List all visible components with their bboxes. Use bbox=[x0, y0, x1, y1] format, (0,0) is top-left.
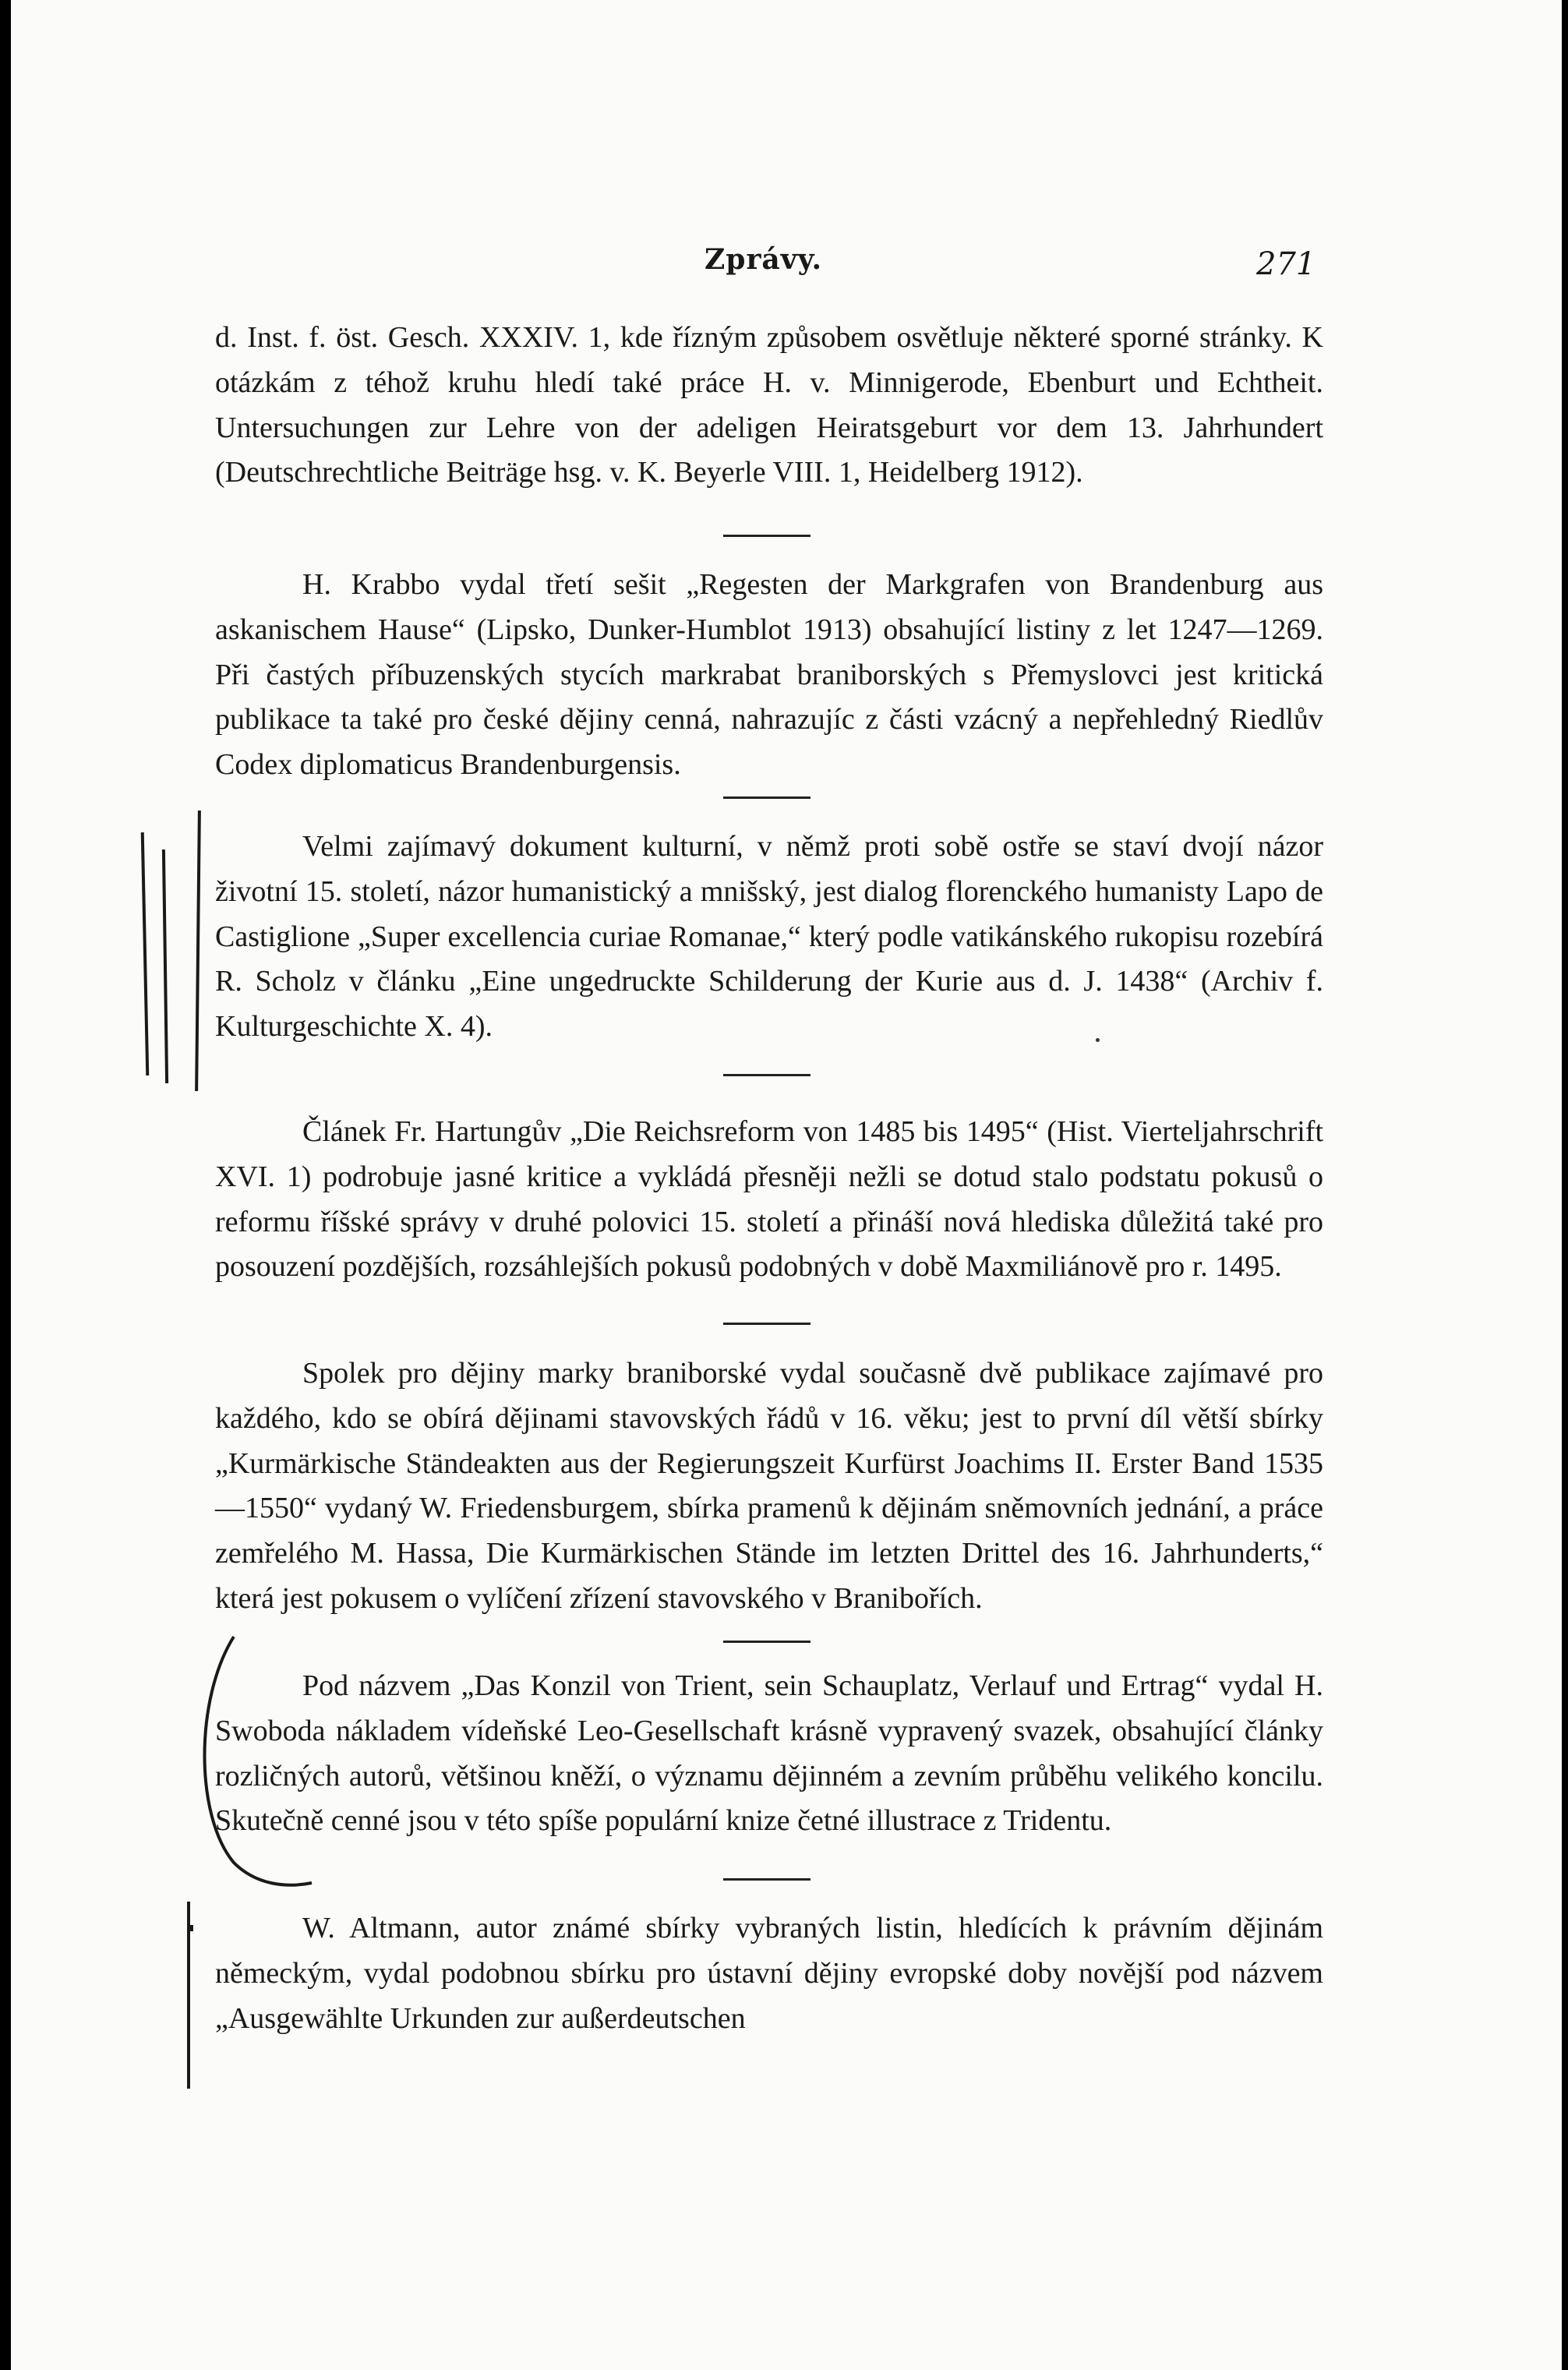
paragraph-3: Velmi zajímavý dokument kulturní, v němž proti sobě ostře se staví dvojí názor životní 15. století, názor humanistický a mnišský, jest dialog florenckého humanisty Lapo de Castiglione „Super excellencia curiae Romanae,“ který podle vatikánského rukopisu rozebírá R. Scholz v článku „Eine ungedruckte Schilderung der Kurie aus d. J. 1438“ (Archiv f. Kulturgeschichte X. 4). bbox=[215, 830, 1323, 1044]
paragraph-2: H. Krabbo vydal třetí sešit „Regesten der Markgrafen von Brandenburg aus askanischem Hause“ (Lipsko, Dunker-Humblot 1913) obsahující listiny z let 1247—1269. Při častých příbuzenských stycích markrabat braniborských s Přemyslovci jest kritická publikace ta také pro české dějiny cenná, nahrazujíc z části vzácný a nepřehledný Riedlův Codex diplomaticus Brandenburgensis. bbox=[215, 568, 1323, 782]
print-speck bbox=[1096, 1038, 1100, 1042]
margin-mark-dot bbox=[187, 1925, 193, 1931]
section-divider-5 bbox=[723, 1641, 810, 1643]
section-divider-4 bbox=[723, 1323, 810, 1325]
paragraph-5: Spolek pro dějiny marky braniborské vydal současně dvě publikace zajímavé pro každého, kdo se obírá dějinami stavovských řádů v 16. věku; jest to první díl větší sbírky „Kurmärkische Ständeakten aus der Regierungszeit Kurfürst Joachims II. Erster Band 1535—1550“ vydaný W. Friedensburgem, sbírka pramenů k dějinám sněmovních jednání, a práce zemřelého M. Hassa, Die Kurmärkischen Stände im letzten Drittel des 16. Jahrhunderts,“ která jest pokusem o vylíčení zřízení stavovského v Branibořích. bbox=[215, 1357, 1323, 1615]
book-page bbox=[11, 0, 1562, 2370]
section-divider-1 bbox=[723, 535, 810, 537]
paragraph-4: Článek Fr. Hartungův „Die Reichsreform von 1485 bis 1495“ (Hist. Vierteljahrschrift XVI. 1) podrobuje jasné kritice a vykládá přesněji nežli se dotud stalo podstatu pokusů o reformu říšské správy v druhé polovici 15. století a přináší nová hlediska důležitá také pro posouzení pozdějších, rozsáhlejších pokusů podobných v době Maxmiliánově pro r. 1495. bbox=[215, 1115, 1323, 1284]
paragraph-1: d. Inst. f. öst. Gesch. XXXIV. 1, kde řízným způsobem osvětluje některé sporné stránky. K otázkám z téhož kruhu hledí také práce H. v. Minnigerode, Ebenburt und Echtheit. Untersuchungen zur Lehre von der adeligen Heiratsgeburt vor dem 13. Jahrhundert (Deutschrechtliche Beiträge hsg. v. K. Beyerle VIII. 1, Heidelberg 1912). bbox=[215, 321, 1323, 489]
section-divider-2 bbox=[723, 796, 810, 799]
margin-bracket-mark bbox=[195, 1629, 320, 1894]
margin-mark-line-2 bbox=[162, 849, 168, 1083]
section-divider-3 bbox=[723, 1074, 810, 1076]
page-header bbox=[11, 243, 1562, 290]
paragraph-7: W. Altmann, autor známé sbírky vybraných listin, hledících k právním dějinám německým, vydal podobnou sbírku pro ústavní dějiny evropské doby novější pod názvem „Ausgewählte Urkunden zur außerdeutschen bbox=[215, 1912, 1323, 2035]
paragraph-6: Pod názvem „Das Konzil von Trient, sein Schauplatz, Verlauf und Ertrag“ vydal H. Swoboda nákladem vídeňské Leo-Gesellschaft krásně vypravený svazek, obsahující články rozličných autorů, většinou kněží, o významu dějinném a zevním průběhu velikého koncilu. Skutečně cenné jsou v této spíše populární knize četné illustrace z Tridentu. bbox=[215, 1669, 1323, 1838]
page-number: 271 bbox=[1256, 246, 1316, 282]
running-title: Zprávy. bbox=[705, 243, 822, 276]
section-divider-6 bbox=[723, 1878, 810, 1881]
margin-mark-line-3 bbox=[195, 811, 201, 1091]
margin-mark-line-1 bbox=[141, 832, 150, 1076]
